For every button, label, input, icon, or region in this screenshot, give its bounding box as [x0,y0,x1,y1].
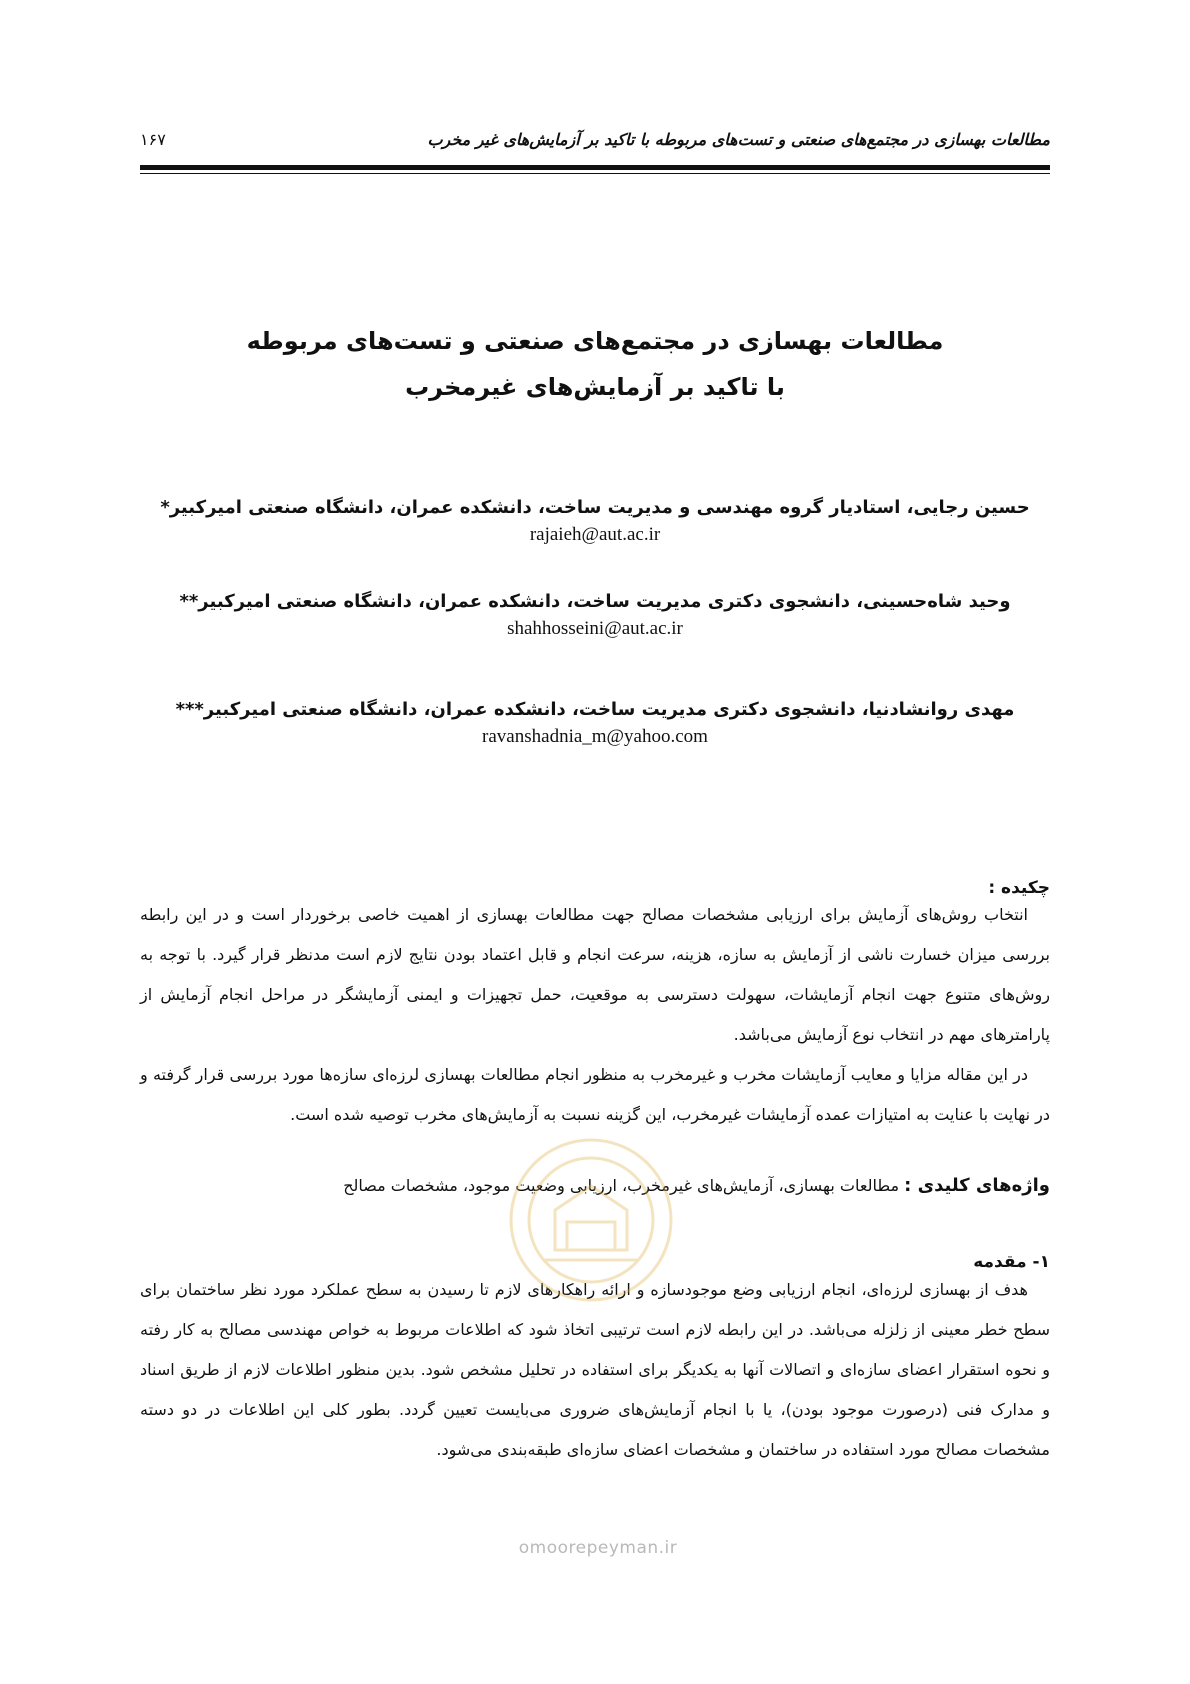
watermark-site: omoorepeyman.ir [518,1538,678,1558]
running-header [140,126,1050,158]
intro-body [140,1270,1050,1470]
author-email[interactable]: rajaieh@aut.ac.ir [529,524,661,545]
title-line-2: با تاکید بر آزمایش‌های غیرمخرب [405,373,785,401]
header-rule-thick [140,165,1050,170]
page-number: ۱۶۷ [140,130,166,149]
abstract-paragraph: انتخاب روش‌های آزمایش برای ارزیابی مشخصات مصالح جهت مطالعات بهسازی از اهمیت خاصی برخوردار است و در این رابطه بررسی میزان خسارت ناشی از آزمایش به سازه، هزینه، سرعت انجام و قابل اعتماد بودن نتایج لازم است مدنظر قرار گیرد. با توجه به روش‌های متنوع جهت انجام آزمایشات، سهولت دسترسی به موقعیت، حمل تجهیزات و ایمنی آزمایشگر در مراحل انجام آزمایش از پارامترهای مهم در انتخاب نوع آزمایش می‌باشد. [140,905,1050,1044]
author-email[interactable]: ravanshadnia_m@yahoo.com [482,726,708,747]
author-affiliation: وحید شاه‌حسینی، دانشجوی دکتری مدیریت ساخت، دانشکده عمران، دانشگاه صنعتی امیرکبیر** [179,591,1011,612]
author-block-1 [140,494,1050,548]
abstract-body [140,895,1050,1135]
title-line-1: مطالعات بهسازی در مجتمع‌های صنعتی و تست‌های مربوطه [246,327,944,355]
intro-paragraph: هدف از بهسازی لرزه‌ای، انجام ارزیابی وضع موجودسازه و ارائه راهکارهای لازم تا رسیدن به سطح عملکرد مورد نظر ساختمان برای سطح خطر معینی از زلزله می‌باشد. در این رابطه لازم است ترتیبی اتخاذ شود که اطلاعات مربوط به خواص مهندسی مصالح به کار رفته و نحوه استقرار اعضای سازه‌ای و اتصالات آنها به یکدیگر برای استفاده در تحلیل مشخص شود. بدین منظور اطلاعات لازم از طریق اسناد و مدارک فنی (درصورت موجود بودن)، یا با انجام آزمایش‌های ضروری می‌بایست تعیین گردد. بطور کلی این اطلاعات در دو دسته مشخصات مصالح مورد استفاده در ساختمان و مشخصات اعضای سازه‌ای طبقه‌بندی می‌شود. [140,1280,1050,1459]
header-rule-thin [140,173,1050,174]
keywords-line [140,1175,1050,1196]
keywords-label: واژه‌های کلیدی : [904,1175,1050,1196]
paper-title [140,318,1050,410]
intro-heading: ۱- مقدمه [973,1252,1050,1272]
keywords-text: مطالعات بهسازی، آزمایش‌های غیرمخرب، ارزیابی وضعیت موجود، مشخصات مصالح [343,1176,900,1195]
abstract-paragraph: در این مقاله مزایا و معایب آزمایشات مخرب و غیرمخرب به منظور انجام مطالعات بهسازی لرزه‌ای سازه‌ها مورد بررسی قرار گرفته و در نهایت با عنایت به امتیازات عمده آزمایشات غیرمخرب، این گزینه نسبت به آزمایش‌های مخرب توصیه شده است. [140,1065,1050,1124]
author-email[interactable]: shahhosseini@aut.ac.ir [507,618,683,639]
author-affiliation: مهدی روانشادنیا، دانشجوی دکتری مدیریت ساخت، دانشکده عمران، دانشگاه صنعتی امیرکبیر*** [175,699,1015,720]
running-title: مطالعات بهسازی در مجتمع‌های صنعتی و تست‌های مربوطه با تاکید بر آزمایش‌های غیر مخرب [427,130,1050,149]
author-block-2 [140,588,1050,642]
author-block-3 [140,696,1050,750]
abstract-heading: چکیده : [988,878,1050,898]
author-affiliation: حسین رجایی، استادیار گروه مهندسی و مدیریت ساخت، دانشکده عمران، دانشگاه صنعتی امیرکبیر* [160,497,1030,518]
